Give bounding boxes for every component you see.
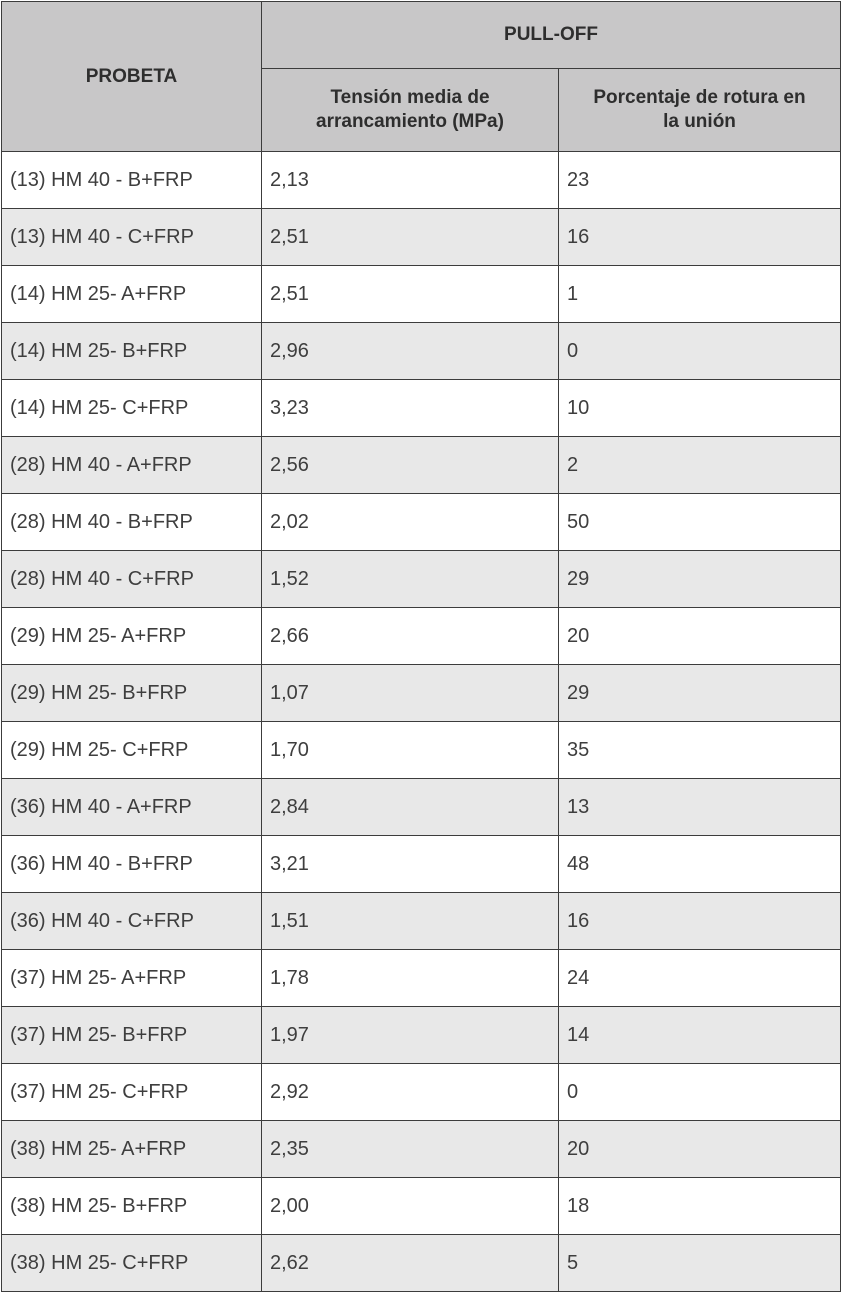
cell-probeta: (14) HM 25- B+FRP	[2, 323, 262, 380]
cell-tension: 1,07	[262, 665, 559, 722]
cell-probeta: (28) HM 40 - A+FRP	[2, 437, 262, 494]
cell-tension: 2,62	[262, 1235, 559, 1292]
header-probeta: PROBETA	[2, 2, 262, 152]
table-row	[2, 1235, 841, 1292]
cell-porcentaje: 10	[559, 380, 841, 437]
pull-off-table	[1, 1, 841, 1292]
header-tension-label: Tensión media de arrancamiento (MPa)	[316, 87, 504, 132]
table-row	[2, 551, 841, 608]
cell-porcentaje: 18	[559, 1178, 841, 1235]
table-row	[2, 437, 841, 494]
cell-porcentaje: 20	[559, 608, 841, 665]
table-row	[2, 893, 841, 950]
cell-tension: 2,51	[262, 266, 559, 323]
cell-probeta: (28) HM 40 - B+FRP	[2, 494, 262, 551]
table-row	[2, 209, 841, 266]
cell-tension: 1,51	[262, 893, 559, 950]
cell-probeta: (36) HM 40 - B+FRP	[2, 836, 262, 893]
cell-tension: 2,66	[262, 608, 559, 665]
cell-tension: 1,78	[262, 950, 559, 1007]
table-row	[2, 836, 841, 893]
table-header	[2, 2, 841, 152]
cell-probeta: (38) HM 25- B+FRP	[2, 1178, 262, 1235]
cell-porcentaje: 0	[559, 323, 841, 380]
cell-porcentaje: 0	[559, 1064, 841, 1121]
cell-probeta: (13) HM 40 - C+FRP	[2, 209, 262, 266]
cell-probeta: (29) HM 25- B+FRP	[2, 665, 262, 722]
header-porcentaje	[559, 69, 841, 152]
table-row	[2, 380, 841, 437]
cell-tension: 2,92	[262, 1064, 559, 1121]
table-row	[2, 494, 841, 551]
cell-tension: 1,70	[262, 722, 559, 779]
cell-porcentaje: 16	[559, 209, 841, 266]
cell-tension: 2,00	[262, 1178, 559, 1235]
table-row	[2, 1121, 841, 1178]
cell-tension: 3,23	[262, 380, 559, 437]
table-row	[2, 1007, 841, 1064]
cell-tension: 2,84	[262, 779, 559, 836]
cell-porcentaje: 20	[559, 1121, 841, 1178]
cell-porcentaje: 50	[559, 494, 841, 551]
cell-probeta: (36) HM 40 - A+FRP	[2, 779, 262, 836]
cell-porcentaje: 14	[559, 1007, 841, 1064]
cell-porcentaje: 16	[559, 893, 841, 950]
cell-probeta: (36) HM 40 - C+FRP	[2, 893, 262, 950]
cell-tension: 2,96	[262, 323, 559, 380]
cell-porcentaje: 29	[559, 665, 841, 722]
cell-probeta: (14) HM 25- C+FRP	[2, 380, 262, 437]
table-row	[2, 722, 841, 779]
cell-porcentaje: 24	[559, 950, 841, 1007]
cell-probeta: (28) HM 40 - C+FRP	[2, 551, 262, 608]
cell-porcentaje: 13	[559, 779, 841, 836]
table-row	[2, 1064, 841, 1121]
cell-tension: 2,35	[262, 1121, 559, 1178]
table-row	[2, 152, 841, 209]
table-row	[2, 950, 841, 1007]
cell-probeta: (37) HM 25- A+FRP	[2, 950, 262, 1007]
cell-porcentaje: 23	[559, 152, 841, 209]
cell-probeta: (29) HM 25- C+FRP	[2, 722, 262, 779]
table-row	[2, 608, 841, 665]
header-tension	[262, 69, 559, 152]
cell-probeta: (37) HM 25- B+FRP	[2, 1007, 262, 1064]
cell-probeta: (38) HM 25- C+FRP	[2, 1235, 262, 1292]
cell-tension: 2,13	[262, 152, 559, 209]
header-porcentaje-label: Porcentaje de rotura en la unión	[593, 87, 806, 132]
cell-tension: 2,51	[262, 209, 559, 266]
table-row	[2, 1178, 841, 1235]
table-row	[2, 323, 841, 380]
cell-probeta: (14) HM 25- A+FRP	[2, 266, 262, 323]
cell-porcentaje: 5	[559, 1235, 841, 1292]
cell-probeta: (38) HM 25- A+FRP	[2, 1121, 262, 1178]
table-row	[2, 779, 841, 836]
cell-tension: 1,97	[262, 1007, 559, 1064]
table-row	[2, 665, 841, 722]
cell-tension: 2,02	[262, 494, 559, 551]
cell-tension: 1,52	[262, 551, 559, 608]
table-row	[2, 266, 841, 323]
header-pull-off: PULL-OFF	[262, 2, 841, 69]
table-body	[2, 152, 841, 1292]
cell-probeta: (37) HM 25- C+FRP	[2, 1064, 262, 1121]
cell-porcentaje: 2	[559, 437, 841, 494]
cell-porcentaje: 29	[559, 551, 841, 608]
cell-tension: 3,21	[262, 836, 559, 893]
cell-probeta: (13) HM 40 - B+FRP	[2, 152, 262, 209]
cell-porcentaje: 35	[559, 722, 841, 779]
cell-tension: 2,56	[262, 437, 559, 494]
cell-porcentaje: 48	[559, 836, 841, 893]
cell-probeta: (29) HM 25- A+FRP	[2, 608, 262, 665]
cell-porcentaje: 1	[559, 266, 841, 323]
